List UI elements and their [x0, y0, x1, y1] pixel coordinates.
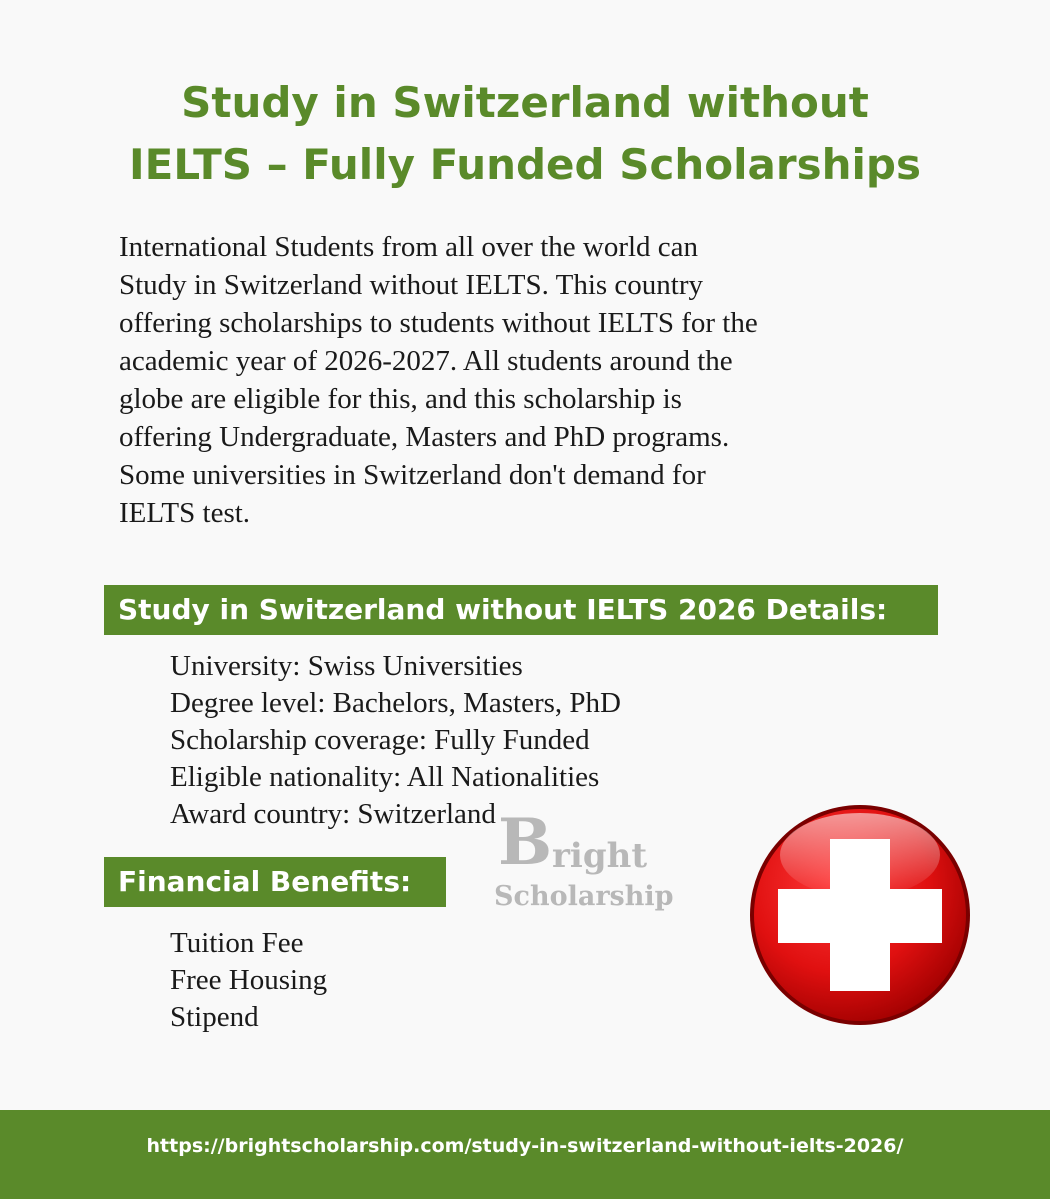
intro-paragraph: [119, 228, 919, 532]
watermark-logo: [492, 805, 674, 918]
details-heading: Study in Switzerland without IELTS 2026 Details:: [104, 585, 938, 635]
list-item: Tuition Fee: [170, 927, 304, 959]
list-item: University: Swiss Universities: [170, 650, 523, 682]
footer-url-link[interactable]: https://brightscholarship.com/study-in-switzerland-without-ielts-2026/: [146, 1135, 904, 1157]
swiss-flag-icon: [748, 803, 972, 1027]
list-item: Free Housing: [170, 964, 328, 996]
list-item: Eligible nationality: All Nationalities: [170, 761, 600, 793]
details-list: [170, 648, 621, 833]
footer-bar: [0, 1110, 1050, 1199]
list-item: Degree level: Bachelors, Masters, PhD: [170, 687, 621, 719]
intro-line: globe are eligible for this, and this scholarship is: [119, 383, 682, 415]
title-line-2: IELTS – Fully Funded Scholarships: [129, 140, 921, 189]
intro-line: offering Undergraduate, Masters and PhD programs.: [119, 421, 730, 453]
intro-line: Study in Switzerland without IELTS. This country: [119, 269, 704, 301]
watermark-word-1: right: [552, 836, 648, 876]
intro-line: offering scholarships to students without IELTS for the: [119, 307, 758, 339]
list-item: Stipend: [170, 1001, 259, 1033]
page-title: [0, 72, 1050, 196]
watermark-letter: B: [498, 805, 553, 880]
list-item: Scholarship coverage: Fully Funded: [170, 724, 590, 756]
intro-line: IELTS test.: [119, 497, 251, 529]
list-item: Award country: Switzerland: [170, 798, 496, 830]
benefits-list: [170, 925, 327, 1036]
benefits-heading: Financial Benefits:: [104, 857, 446, 907]
intro-line: academic year of 2026-2027. All students around the: [119, 345, 733, 377]
watermark-word-2: Scholarship: [494, 881, 674, 912]
intro-line: Some universities in Switzerland don't demand for: [119, 459, 706, 491]
intro-line: International Students from all over the world can: [119, 231, 699, 263]
title-line-1: Study in Switzerland without: [181, 78, 869, 127]
